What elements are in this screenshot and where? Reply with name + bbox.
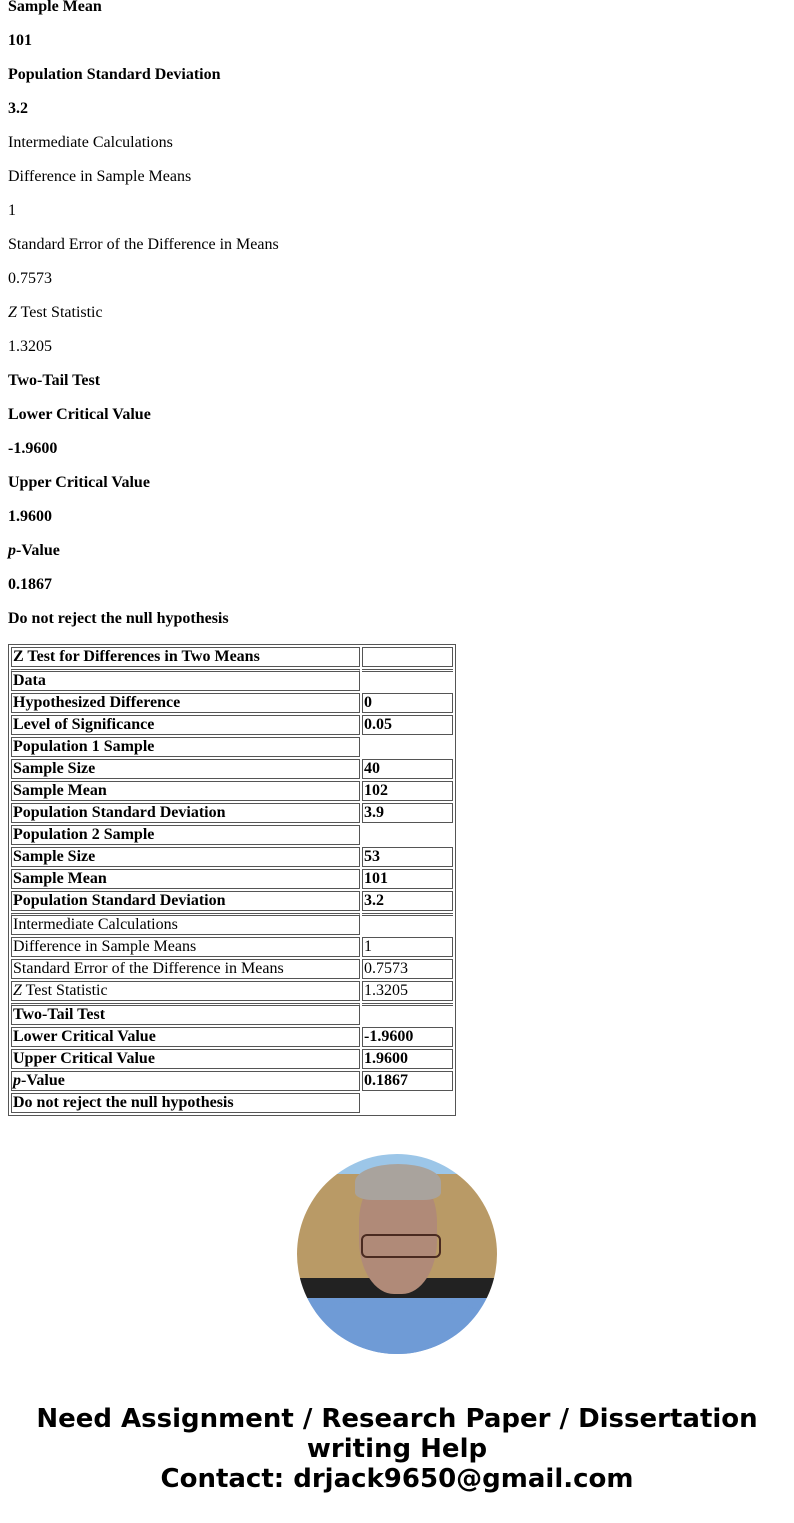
row-value: 0 <box>362 693 453 713</box>
text-line: 0.1867 <box>8 576 52 593</box>
author-photo <box>297 1154 497 1354</box>
row-value <box>362 1093 453 1113</box>
table-row <box>11 759 453 779</box>
row-label: Population Standard Deviation <box>11 803 360 823</box>
table-row <box>11 669 453 691</box>
row-value <box>362 825 453 845</box>
row-label: Upper Critical Value <box>11 1049 360 1069</box>
row-value: 102 <box>362 781 453 801</box>
row-label: Level of Significance <box>11 715 360 735</box>
row-value <box>362 1003 453 1025</box>
table-row <box>11 847 453 867</box>
text-line: Lower Critical Value <box>8 406 151 423</box>
row-label: Intermediate Calculations <box>11 913 360 935</box>
row-label: Standard Error of the Difference in Means <box>11 959 360 979</box>
table-row <box>11 781 453 801</box>
row-label: Z Test for Differences in Two Means <box>11 647 360 667</box>
row-label: Sample Mean <box>11 781 360 801</box>
document <box>8 0 786 1494</box>
row-label: Sample Mean <box>11 869 360 889</box>
row-value <box>362 669 453 691</box>
table-row <box>11 981 453 1001</box>
text-line: Upper Critical Value <box>8 474 150 491</box>
row-label: Sample Size <box>11 759 360 779</box>
text-line: p-Value <box>8 542 60 559</box>
table-row <box>11 825 453 845</box>
text-line: 1.9600 <box>8 508 52 525</box>
table-row <box>11 647 453 667</box>
row-value: 3.2 <box>362 891 453 911</box>
table-row <box>11 937 453 957</box>
text-line: Two-Tail Test <box>8 372 101 389</box>
row-value: 1.3205 <box>362 981 453 1001</box>
row-value: 3.9 <box>362 803 453 823</box>
table-row <box>11 1049 453 1069</box>
table-row <box>11 737 453 757</box>
row-label: Population 1 Sample <box>11 737 360 757</box>
text-line: Population Standard Deviation <box>8 66 221 83</box>
text-line: Difference in Sample Means <box>8 168 192 185</box>
row-label: Sample Size <box>11 847 360 867</box>
row-label: Population 2 Sample <box>11 825 360 845</box>
text-line: -1.9600 <box>8 440 58 457</box>
table-row <box>11 1003 453 1025</box>
text-line: Do not reject the null hypothesis <box>8 610 229 627</box>
text-line: Standard Error of the Difference in Means <box>8 236 279 253</box>
table-row <box>11 1027 453 1047</box>
row-value: 53 <box>362 847 453 867</box>
table-row <box>11 1093 453 1113</box>
row-value: 40 <box>362 759 453 779</box>
text-line: Intermediate Calculations <box>8 134 173 151</box>
table-row <box>11 869 453 889</box>
table-row <box>11 1071 453 1091</box>
z-test-table <box>8 644 456 1116</box>
text-line: 3.2 <box>8 100 28 117</box>
answer-lines <box>8 0 786 628</box>
row-label: Do not reject the null hypothesis <box>11 1093 360 1113</box>
row-value <box>362 647 453 667</box>
text-line: 0.7573 <box>8 270 52 287</box>
row-value: 1.9600 <box>362 1049 453 1069</box>
table-row <box>11 891 453 911</box>
row-value <box>362 913 453 935</box>
text-line: 1 <box>8 202 16 219</box>
row-label: Population Standard Deviation <box>11 891 360 911</box>
row-value: 0.1867 <box>362 1071 453 1091</box>
text-line: Z Test Statistic <box>8 304 103 321</box>
table-row <box>11 959 453 979</box>
table-row <box>11 803 453 823</box>
table-row <box>11 693 453 713</box>
footer-help-text: Need Assignment / Research Paper / Dissertation writing Help <box>36 1404 758 1464</box>
row-label: Hypothesized Difference <box>11 693 360 713</box>
table-row <box>11 715 453 735</box>
row-label: Two-Tail Test <box>11 1003 360 1025</box>
table-row <box>11 913 453 935</box>
contact-footer <box>8 1404 786 1494</box>
row-label: Data <box>11 669 360 691</box>
row-value <box>362 737 453 757</box>
footer-contact-text: Contact: drjack9650@gmail.com <box>160 1464 634 1494</box>
row-label: p-Value <box>11 1071 360 1091</box>
row-value: -1.9600 <box>362 1027 453 1047</box>
row-label: Z Test Statistic <box>11 981 360 1001</box>
text-line: 1.3205 <box>8 338 52 355</box>
text-line: Sample Mean <box>8 0 102 15</box>
row-value: 101 <box>362 869 453 889</box>
row-label: Lower Critical Value <box>11 1027 360 1047</box>
row-value: 0.05 <box>362 715 453 735</box>
row-value: 1 <box>362 937 453 957</box>
row-label: Difference in Sample Means <box>11 937 360 957</box>
text-line: 101 <box>8 32 32 49</box>
row-value: 0.7573 <box>362 959 453 979</box>
